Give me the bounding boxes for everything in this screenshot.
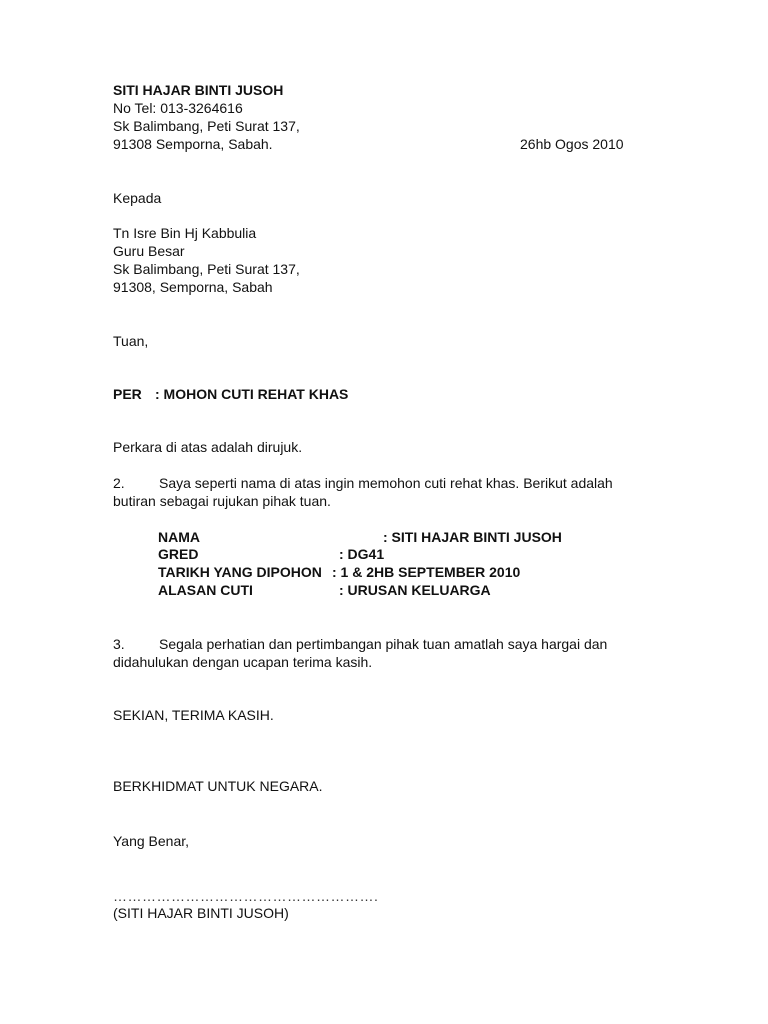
paragraph-3-line2: didahulukan dengan ucapan terima kasih. xyxy=(113,654,373,670)
recipient-title: Guru Besar xyxy=(113,243,185,259)
closing-motto: BERKHIDMAT UNTUK NEGARA. xyxy=(113,778,323,794)
recipient-to: Kepada xyxy=(113,190,162,206)
paragraph-2-text1: Saya seperti nama di atas ingin memohon cuti rehat khas. Berikut adalah xyxy=(159,475,613,491)
paragraph-2-line2: butiran sebagai rujukan pihak tuan. xyxy=(113,493,331,509)
subject-text: : MOHON CUTI REHAT KHAS xyxy=(155,386,349,402)
signature-line: ………………………………………………. xyxy=(113,888,379,904)
letter-date: 26hb Ogos 2010 xyxy=(520,136,624,152)
sender-address-line2: 91308 Semporna, Sabah. xyxy=(113,136,273,152)
paragraph-3-text1: Segala perhatian dan pertimbangan pihak tuan amatlah saya hargai dan xyxy=(159,636,608,652)
paragraph-2-number: 2. xyxy=(113,475,125,491)
closing-sekian: SEKIAN, TERIMA KASIH. xyxy=(113,707,274,723)
detail-label-nama: NAMA xyxy=(158,529,200,545)
detail-value-nama: : SITI HAJAR BINTI JUSOH xyxy=(383,529,562,545)
paragraph-3-line1 xyxy=(113,635,607,653)
sender-phone: No Tel: 013-3264616 xyxy=(113,100,243,116)
paragraph-3-number: 3. xyxy=(113,636,125,652)
paragraph-2-line1 xyxy=(113,474,613,492)
sender-address-line1: Sk Balimbang, Peti Surat 137, xyxy=(113,118,300,134)
subject-label: PER xyxy=(113,386,142,402)
recipient-address-line2: 91308, Semporna, Sabah xyxy=(113,279,273,295)
detail-label-tarikh: TARIKH YANG DIPOHON xyxy=(158,564,322,580)
recipient-name: Tn Isre Bin Hj Kabbulia xyxy=(113,225,257,241)
sender-name: SITI HAJAR BINTI JUSOH xyxy=(113,82,284,98)
closing-yang-benar: Yang Benar, xyxy=(113,833,190,849)
reference-line: Perkara di atas adalah dirujuk. xyxy=(113,439,303,455)
detail-value-gred: : DG41 xyxy=(339,546,385,562)
recipient-address-line1: Sk Balimbang, Peti Surat 137, xyxy=(113,261,300,277)
signatory-name: (SITI HAJAR BINTI JUSOH) xyxy=(113,905,289,921)
subject-line xyxy=(113,385,348,403)
detail-label-gred: GRED xyxy=(158,546,199,562)
detail-value-alasan: : URUSAN KELUARGA xyxy=(339,582,491,598)
detail-label-alasan: ALASAN CUTI xyxy=(158,582,253,598)
greeting: Tuan, xyxy=(113,333,149,349)
detail-value-tarikh: : 1 & 2HB SEPTEMBER 2010 xyxy=(332,564,521,580)
